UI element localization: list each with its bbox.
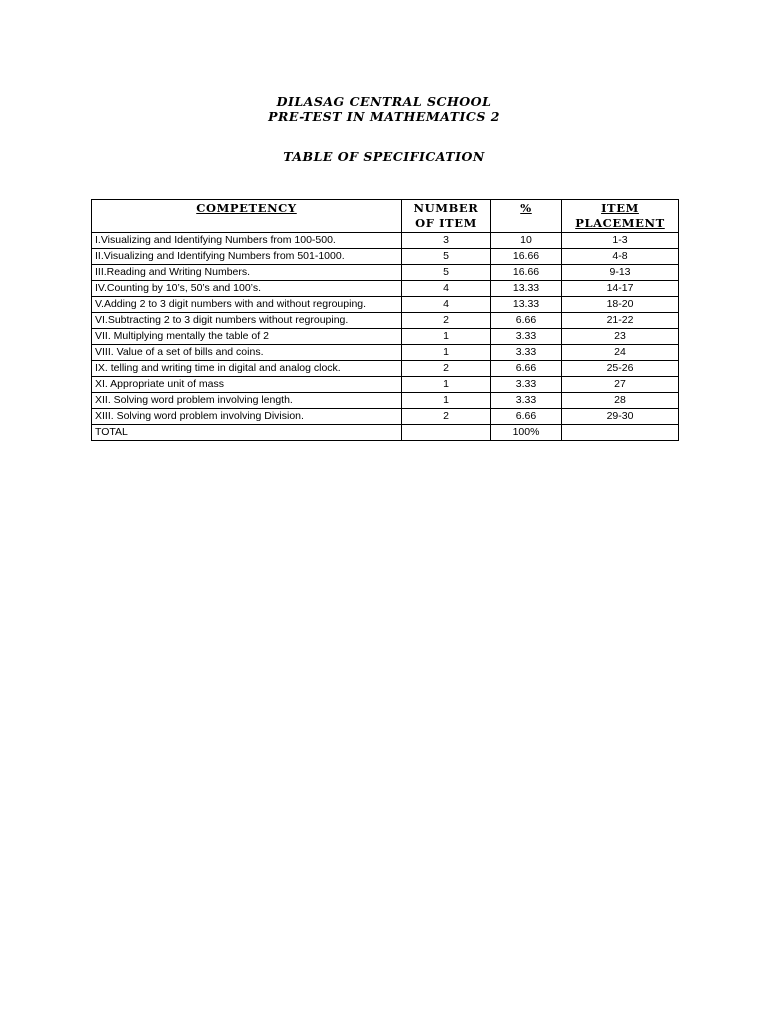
header-competency: COMPETENCY [92,200,402,233]
item-placement-cell: 23 [562,329,679,345]
number-of-item-cell: 1 [402,377,491,393]
total-label-cell: TOTAL [92,425,402,441]
competency-cell: IX. telling and writing time in digital and analog clock. [92,361,402,377]
table-row [92,313,679,329]
table-row [92,377,679,393]
specification-table [91,199,679,441]
test-title: PRE-TEST IN MATHEMATICS 2 [268,109,500,124]
percent-cell: 3.33 [491,345,562,361]
number-of-item-cell: 5 [402,249,491,265]
competency-cell: VIII. Value of a set of bills and coins. [92,345,402,361]
item-placement-cell: 4-8 [562,249,679,265]
competency-cell: XII. Solving word problem involving length. [92,393,402,409]
number-of-item-cell: 2 [402,313,491,329]
competency-cell: V.Adding 2 to 3 digit numbers with and without regrouping. [92,297,402,313]
table-row [92,281,679,297]
total-placement-cell [562,425,679,441]
percent-cell: 3.33 [491,377,562,393]
percent-cell: 6.66 [491,313,562,329]
number-of-item-cell: 2 [402,361,491,377]
total-row [92,425,679,441]
competency-cell: I.Visualizing and Identifying Numbers from 100-500. [92,233,402,249]
number-of-item-cell: 3 [402,233,491,249]
number-of-item-cell: 2 [402,409,491,425]
percent-cell: 10 [491,233,562,249]
percent-cell: 13.33 [491,297,562,313]
item-placement-cell: 27 [562,377,679,393]
school-name: DILASAG CENTRAL SCHOOL [276,94,492,109]
percent-cell: 3.33 [491,329,562,345]
competency-cell: IV.Counting by 10’s, 50’s and 100’s. [92,281,402,297]
table-row [92,249,679,265]
percent-cell: 3.33 [491,393,562,409]
item-placement-cell: 24 [562,345,679,361]
header-number-of-item: NUMBER OF ITEM [402,200,491,233]
competency-cell: VII. Multiplying mentally the table of 2 [92,329,402,345]
header-item-placement: ITEM PLACEMENT [562,200,679,233]
table-row [92,393,679,409]
number-of-item-cell: 1 [402,393,491,409]
item-placement-cell: 29-30 [562,409,679,425]
percent-cell: 13.33 [491,281,562,297]
table-row [92,345,679,361]
item-placement-cell: 18-20 [562,297,679,313]
total-percent-cell: 100% [491,425,562,441]
table-row [92,233,679,249]
item-placement-cell: 25-26 [562,361,679,377]
header-percent: % [491,200,562,233]
item-placement-cell: 1-3 [562,233,679,249]
total-items-cell [402,425,491,441]
number-of-item-cell: 1 [402,329,491,345]
percent-cell: 6.66 [491,361,562,377]
competency-cell: VI.Subtracting 2 to 3 digit numbers without regrouping. [92,313,402,329]
number-of-item-cell: 4 [402,281,491,297]
item-placement-cell: 14-17 [562,281,679,297]
percent-cell: 6.66 [491,409,562,425]
table-row [92,297,679,313]
competency-cell: II.Visualizing and Identifying Numbers from 501-1000. [92,249,402,265]
item-placement-cell: 9-13 [562,265,679,281]
competency-cell: XI. Appropriate unit of mass [92,377,402,393]
table-row [92,265,679,281]
percent-cell: 16.66 [491,265,562,281]
table-header-row [92,200,679,233]
table-row [92,361,679,377]
number-of-item-cell: 5 [402,265,491,281]
number-of-item-cell: 4 [402,297,491,313]
item-placement-cell: 28 [562,393,679,409]
table-title: TABLE OF SPECIFICATION [283,149,485,164]
table-row [92,329,679,345]
item-placement-cell: 21-22 [562,313,679,329]
competency-cell: XIII. Solving word problem involving Division. [92,409,402,425]
number-of-item-cell: 1 [402,345,491,361]
competency-cell: III.Reading and Writing Numbers. [92,265,402,281]
percent-cell: 16.66 [491,249,562,265]
table-row [92,409,679,425]
